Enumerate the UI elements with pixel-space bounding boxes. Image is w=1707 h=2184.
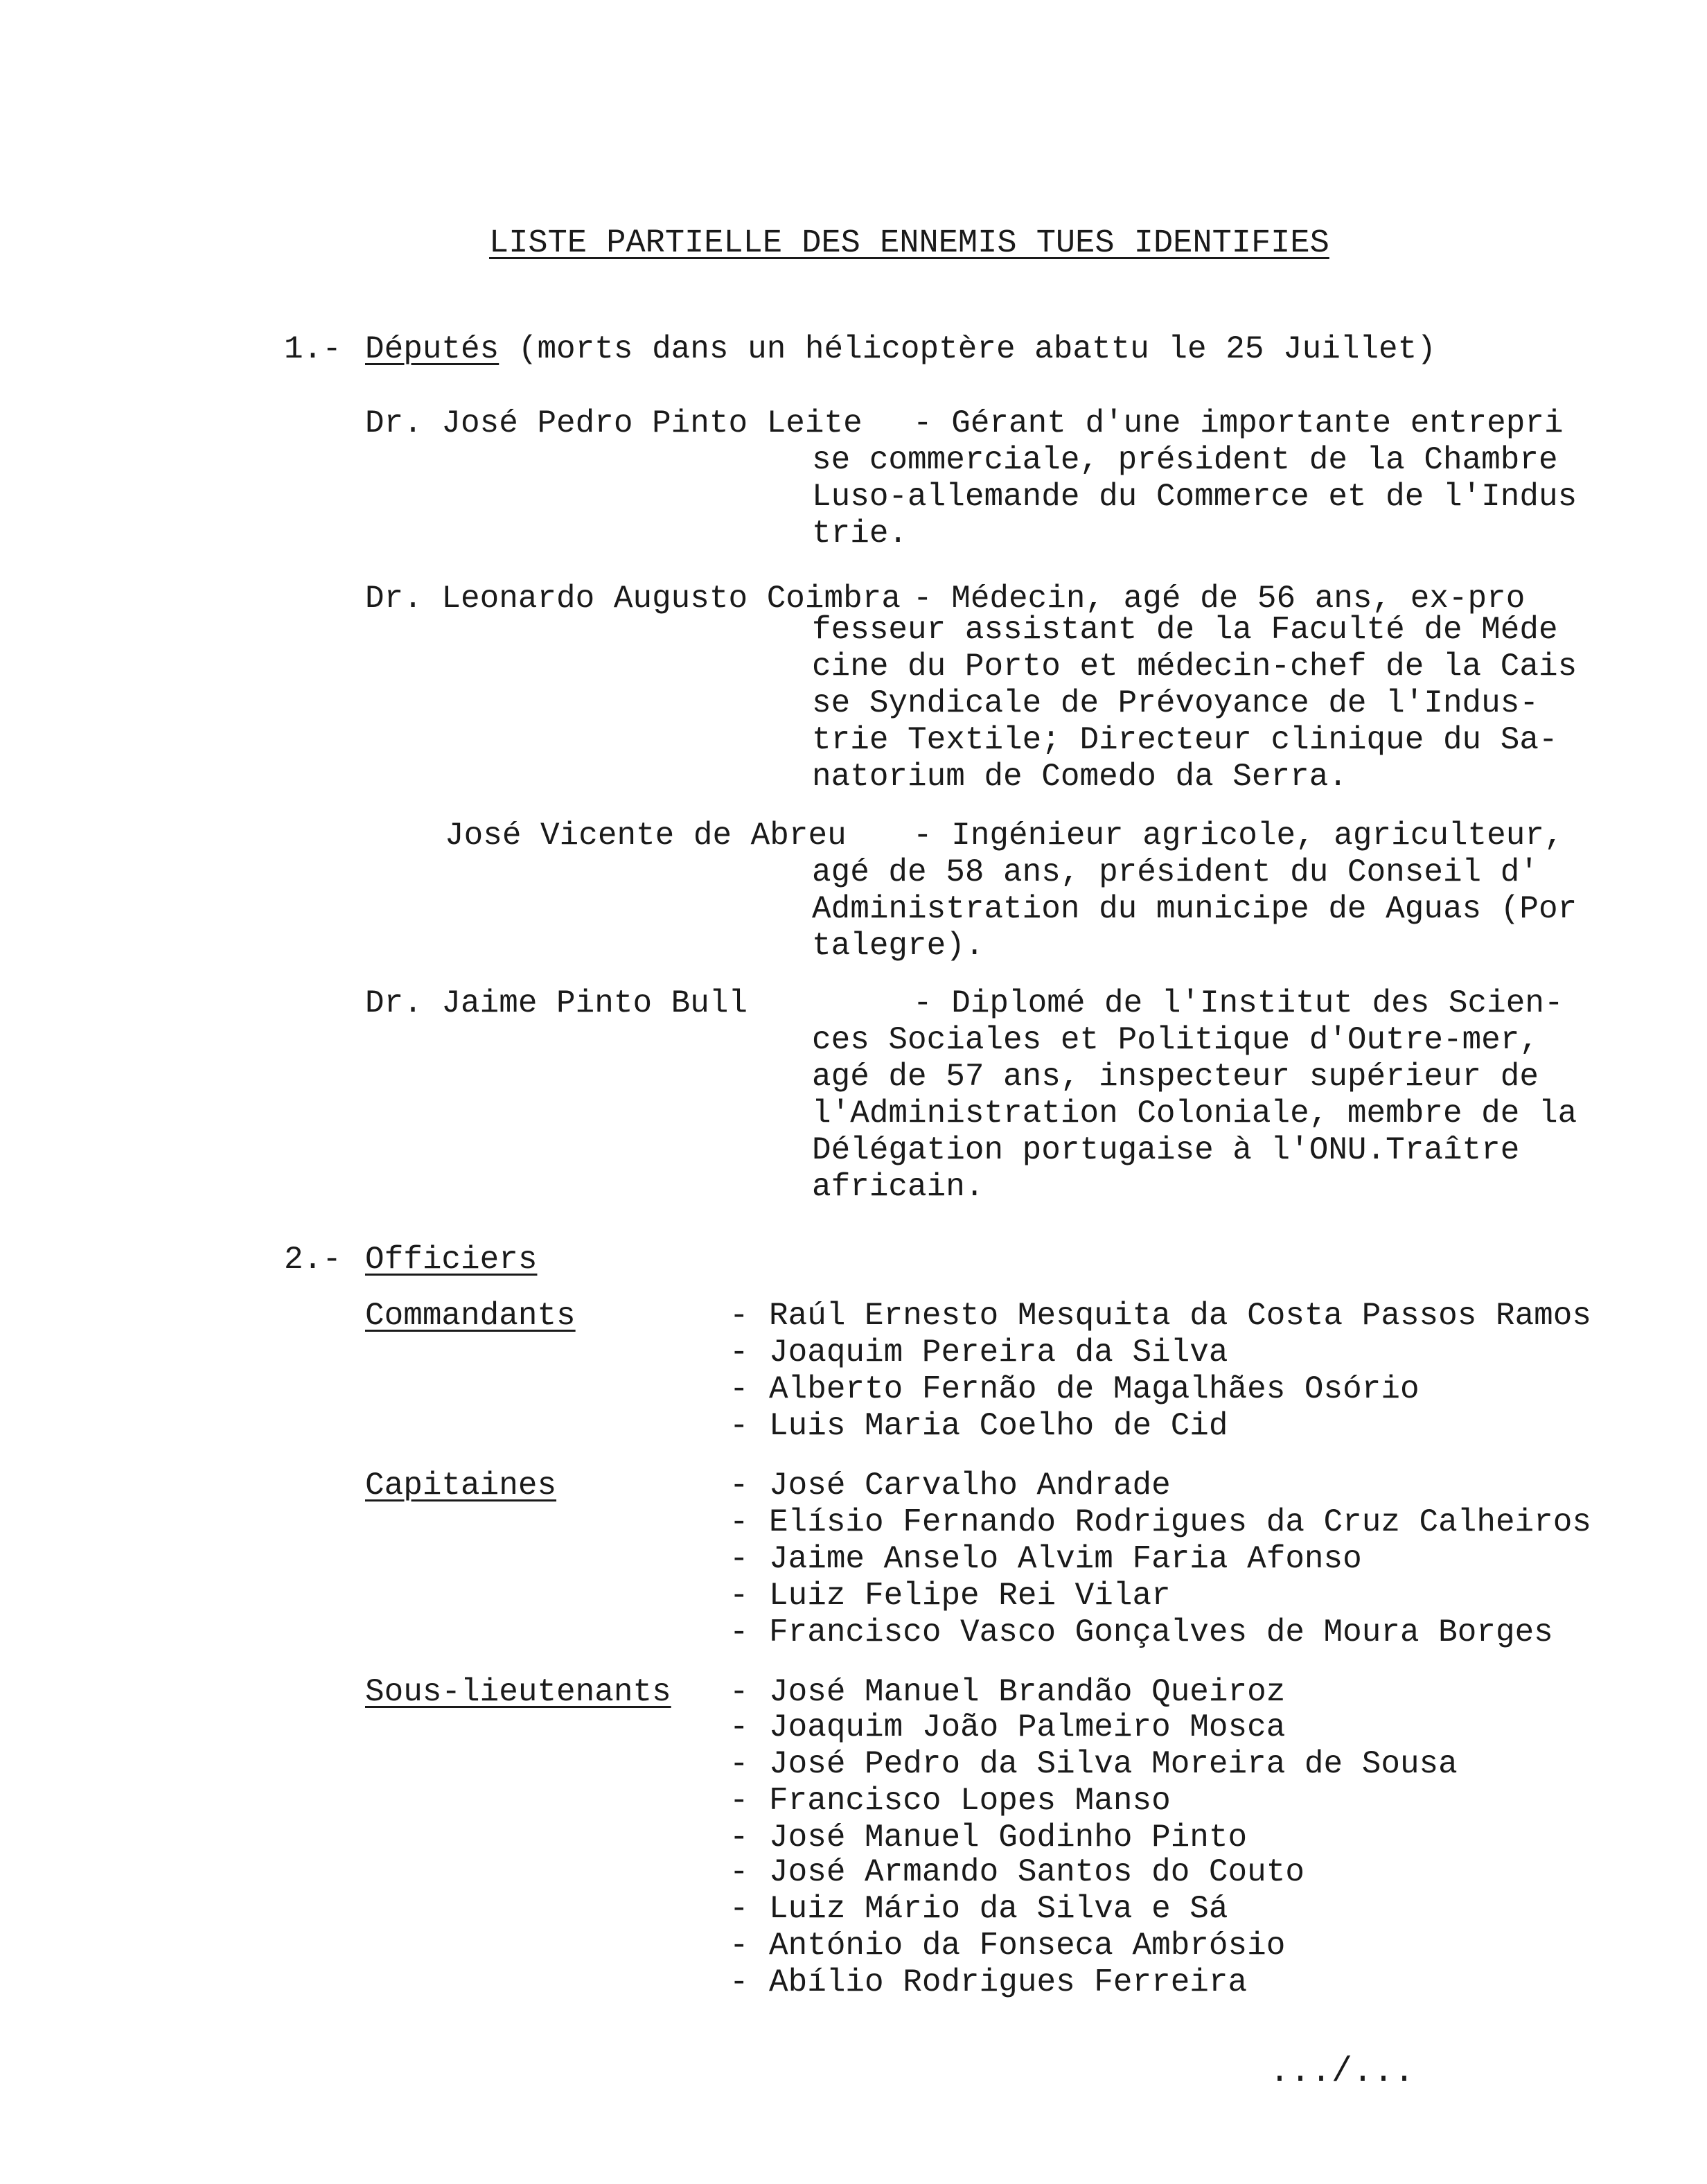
officer-dash: - [729, 1964, 749, 2000]
deputy-desc-1-line-2: se commerciale, président de la Chambre [812, 442, 1558, 478]
deputy-desc-2-line-1: - Médecin, agé de 56 ans, ex-pro [913, 581, 1525, 617]
officer-dash: - [729, 1408, 749, 1444]
deputy-name-3: José Vicente de Abreu [445, 818, 847, 854]
deputy-desc-1-line-4: trie. [812, 516, 908, 552]
officer-name: Joaquim Pereira da Silva [769, 1335, 1228, 1371]
officer-dash: - [729, 1298, 749, 1334]
officer-dash: - [729, 1541, 749, 1577]
officer-name: Abílio Rodrigues Ferreira [769, 1964, 1248, 2000]
officer-name: Francisco Lopes Manso [769, 1783, 1171, 1819]
officer-name: Luiz Mário da Silva e Sá [769, 1891, 1228, 1927]
officer-name: José Armando Santos do Couto [769, 1854, 1304, 1890]
officer-name: Alberto Fernão de Magalhães Osório [769, 1371, 1419, 1407]
officer-dash: - [729, 1709, 749, 1745]
deputy-name-4: Dr. Jaime Pinto Bull [365, 985, 748, 1021]
rank-capitaines: Capitaines [365, 1468, 557, 1504]
deputy-desc-3-line-4: talegre). [812, 928, 984, 964]
officer-dash: - [729, 1468, 749, 1504]
section-2-number: 2.- [284, 1242, 342, 1278]
officer-dash: - [729, 1335, 749, 1371]
deputy-desc-2-line-4: se Syndicale de Prévoyance de l'Indus- [812, 685, 1539, 721]
rank-sous-lieutenants: Sous-lieutenants [365, 1674, 671, 1710]
officer-dash: - [729, 1891, 749, 1927]
deputy-desc-2-line-3: cine du Porto et médecin-chef de la Cais [812, 649, 1577, 685]
officer-name: Luis Maria Coelho de Cid [769, 1408, 1228, 1444]
deputy-desc-2-line-2: fesseur assistant de la Faculté de Méde [812, 612, 1558, 648]
deputy-desc-1-line-3: Luso-allemande du Commerce et de l'Indus [812, 479, 1577, 515]
section-1-heading [365, 331, 1436, 368]
officer-dash: - [729, 1504, 749, 1540]
section-1-note: (morts dans un hélicoptère abattu le 25 Juillet) [518, 331, 1436, 367]
officer-dash: - [729, 1614, 749, 1650]
officer-dash: - [729, 1820, 749, 1856]
deputy-desc-4-line-1: - Diplomé de l'Institut des Scien- [913, 985, 1564, 1021]
page-title: LISTE PARTIELLE DES ENNEMIS TUES IDENTIFIES [489, 225, 1329, 262]
deputy-desc-4-line-3: agé de 57 ans, inspecteur supérieur de [812, 1059, 1539, 1095]
officer-dash: - [729, 1746, 749, 1782]
officer-name: José Pedro da Silva Moreira de Sousa [769, 1746, 1458, 1782]
officer-name: José Carvalho Andrade [769, 1468, 1171, 1504]
deputy-desc-3-line-3: Administration du municipe de Aguas (Por [812, 891, 1577, 927]
deputy-desc-2-line-5: trie Textile; Directeur clinique du Sa- [812, 722, 1558, 758]
deputy-desc-4-line-6: africain. [812, 1169, 984, 1205]
officer-name: José Manuel Godinho Pinto [769, 1820, 1248, 1856]
officer-name: Luiz Felipe Rei Vilar [769, 1578, 1171, 1614]
officer-name: Raúl Ernesto Mesquita da Costa Passos Ramos [769, 1298, 1591, 1334]
officer-dash: - [729, 1854, 749, 1890]
section-1-number: 1.- [284, 331, 342, 367]
deputy-desc-3-line-2: agé de 58 ans, président du Conseil d' [812, 854, 1539, 890]
officer-name: Jaime Anselo Alvim Faria Afonso [769, 1541, 1362, 1577]
deputy-desc-3-line-1: - Ingénieur agricole, agriculteur, [913, 818, 1564, 854]
officer-dash: - [729, 1578, 749, 1614]
deputy-desc-4-line-5: Délégation portugaise à l'ONU.Traître [812, 1132, 1520, 1168]
officer-dash: - [729, 1928, 749, 1964]
section-2-heading: Officiers [365, 1242, 538, 1278]
officer-name: José Manuel Brandão Queiroz [769, 1674, 1286, 1710]
officer-name: António da Fonseca Ambrósio [769, 1928, 1286, 1964]
deputy-name-1: Dr. José Pedro Pinto Leite [365, 405, 863, 441]
officer-dash: - [729, 1783, 749, 1819]
officer-dash: - [729, 1371, 749, 1407]
officer-name: Elísio Fernando Rodrigues da Cruz Calheiros [769, 1504, 1591, 1540]
officer-name: Joaquim João Palmeiro Mosca [769, 1709, 1286, 1745]
deputy-desc-4-line-2: ces Sociales et Politique d'Outre-mer, [812, 1022, 1539, 1058]
rank-commandants: Commandants [365, 1298, 576, 1334]
deputy-desc-2-line-6: natorium de Comedo da Serra. [812, 759, 1347, 795]
deputy-desc-1-line-1: - Gérant d'une importante entrepri [913, 405, 1564, 441]
officer-dash: - [729, 1674, 749, 1710]
section-1-heading-text: Députés [365, 331, 499, 367]
officer-name: Francisco Vasco Gonçalves de Moura Borges [769, 1614, 1553, 1650]
continuation-marker: .../... [1269, 2052, 1415, 2092]
deputy-desc-4-line-4: l'Administration Coloniale, membre de la [812, 1095, 1577, 1131]
deputy-name-2: Dr. Leonardo Augusto Coimbra [365, 581, 901, 617]
